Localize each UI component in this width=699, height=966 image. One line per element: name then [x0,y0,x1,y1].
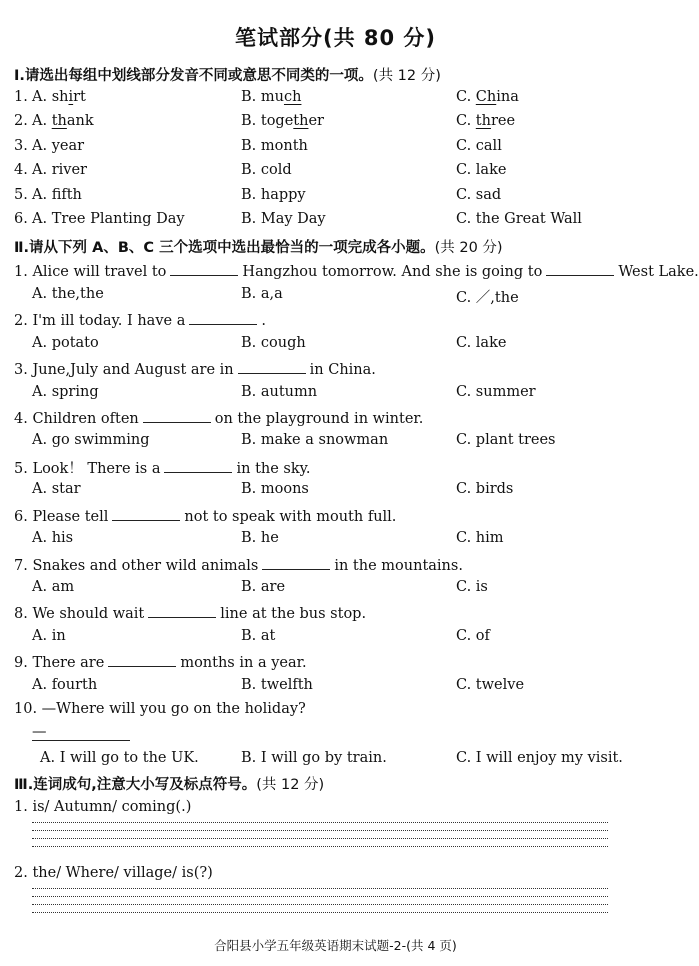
blank-line[interactable] [148,603,216,618]
section-1-points: (共 12 分) [372,68,441,84]
option-a[interactable] [32,138,84,154]
option-a[interactable]: A. am [32,579,75,595]
option-text: B. cold [241,162,292,178]
answer-line[interactable] [32,830,608,831]
option-text: rt [73,89,86,105]
option-text: C. lake [456,162,507,178]
item-number: 6. [14,211,28,227]
option-text: A. Tree Planting Day [32,211,185,227]
question-stem [14,701,306,717]
stem-text: in China. [309,362,376,378]
question-stem [14,652,307,671]
option-b[interactable] [241,89,301,105]
option-b[interactable] [241,113,324,129]
option-b[interactable]: B. are [241,579,286,595]
option-a[interactable]: A. go swimming [32,432,150,448]
answer-line[interactable] [32,912,608,913]
question-options [0,384,671,406]
option-c[interactable] [456,162,506,178]
option-c[interactable]: C. ／,the [456,290,519,306]
blank-line[interactable] [143,408,211,423]
option-text: ree [490,113,516,129]
blank-line[interactable] [112,506,180,521]
question-stem [14,603,366,622]
item-number: 3. [14,138,28,154]
stem-text: 10. —Where will you go on the holiday? [14,701,306,717]
question-options [0,579,671,601]
answer-line[interactable] [32,896,608,897]
option-c[interactable] [456,187,501,203]
option-text: C. [456,89,476,105]
option-c[interactable]: C. summer [456,384,536,400]
section-2-points: (共 20 分) [434,240,503,256]
vocab-item [0,138,671,160]
option-c[interactable]: C. lake [456,335,507,351]
question-options [0,481,671,503]
page-footer: 合阳县小学五年级英语期末试题-2-(共 4 页) [214,938,457,953]
option-b[interactable] [241,138,308,154]
section-3-points: (共 12 分) [256,777,325,793]
option-text: C. call [456,138,502,154]
option-a[interactable]: A. his [32,530,74,546]
reorder-question-2: 2. the/ Where/ village/ is(?) [14,865,213,881]
stem-text: . [261,313,266,329]
item-number: 1. [14,89,28,105]
option-text: A. sh [32,89,69,105]
vocab-item [0,113,671,135]
underlined-part: th [293,113,309,129]
option-b[interactable]: B. a,a [241,286,283,302]
stem-text: 9. There are [14,655,105,671]
option-text: C. sad [456,187,502,203]
stem-text: 5. Look！ There is a [14,461,161,477]
stem-text: 1. Alice will travel to [14,264,167,280]
question-options [0,628,671,650]
stem-text: 3. June,July and August are in [14,362,234,378]
option-text: B. happy [241,187,306,203]
option-text: A. fifth [32,187,82,203]
blank-line[interactable] [546,261,614,276]
option-text: B. mu [241,89,284,105]
stem-text: months in a year. [180,655,307,671]
option-text: A. [32,113,52,129]
section-2-heading [14,236,503,257]
option-c[interactable]: C. birds [456,481,514,497]
item-number: 4. [14,162,28,178]
option-b[interactable]: B. cough [241,335,306,351]
underlined-part: th [475,113,491,129]
option-b[interactable]: B. moons [241,481,309,497]
blank-line[interactable] [108,652,176,667]
option-c[interactable]: C. I will enjoy my visit. [456,750,623,766]
stem-text: West Lake. [618,264,699,280]
blank-line[interactable] [262,555,330,570]
underlined-part: i [68,89,74,105]
option-b[interactable]: B. at [241,628,276,644]
option-text: B. month [241,138,308,154]
option-c[interactable] [456,89,519,105]
question-options [0,750,671,772]
option-b[interactable]: B. autumn [241,384,318,400]
option-a[interactable] [32,187,82,203]
page-title: 笔试部分(共 80 分) [234,26,437,50]
option-a[interactable]: A. potato [32,335,99,351]
vocab-item [0,211,671,233]
option-c[interactable]: C. twelve [456,677,525,693]
question-options [0,530,671,552]
vocab-item [0,162,671,184]
question-stem [14,555,463,574]
option-b[interactable] [241,162,292,178]
stem-text: in the sky. [236,461,311,477]
option-a[interactable] [32,89,86,105]
underlined-part: Ch [475,89,497,105]
option-c[interactable] [456,138,502,154]
stem-text: Hangzhou tomorrow. And she is going to [242,264,543,280]
answer-line[interactable] [32,846,608,847]
stem-text: 8. We should wait [14,606,145,622]
answer-line[interactable] [32,904,608,905]
option-c[interactable]: C. him [456,530,504,546]
question-options [0,335,671,357]
option-b[interactable]: B. make a snowman [241,432,389,448]
option-b[interactable] [241,211,326,227]
vocab-item [0,89,671,111]
option-a[interactable] [32,211,185,227]
answer-line[interactable] [32,888,608,889]
option-a[interactable] [32,162,87,178]
question-options [0,677,671,699]
option-b[interactable]: B. I will go by train. [241,750,387,766]
option-a[interactable]: A. in [32,628,66,644]
option-c[interactable] [456,113,515,129]
stem-text: on the playground in winter. [214,411,424,427]
section-3-heading [14,773,324,794]
stem-text: 6. Please tell [14,509,109,525]
option-b[interactable]: B. twelfth [241,677,313,693]
section-1-title: Ⅰ.请选出每组中划线部分发音不同或意思不同类的一项。 [14,68,373,84]
option-b[interactable] [241,187,306,203]
option-a[interactable]: A. I will go to the UK. [40,750,199,766]
option-text: ina [496,89,519,105]
option-c[interactable]: C. of [456,628,490,644]
question-options [0,286,671,308]
option-b[interactable]: B. he [241,530,279,546]
option-text: C. the Great Wall [456,211,582,227]
option-text: A. year [32,138,85,154]
question-options [0,432,671,454]
question-stem [14,310,266,329]
stem-text: in the mountains. [334,558,463,574]
option-c[interactable]: C. plant trees [456,432,556,448]
stem-text: 2. I'm ill today. I have a [14,313,186,329]
blank-line[interactable] [170,261,238,276]
option-text: C. [456,113,476,129]
option-c[interactable]: C. is [456,579,488,595]
option-a[interactable] [32,113,94,129]
blank-line[interactable] [164,458,232,473]
question-stem [14,457,311,478]
vocab-item [0,187,671,209]
option-c[interactable] [456,211,582,227]
stem-text: not to speak with mouth full. [184,509,397,525]
option-text: er [308,113,324,129]
option-a[interactable]: A. star [32,481,81,497]
section-1-heading [14,64,441,85]
answer-blank[interactable] [32,740,130,741]
option-text: ank [66,113,94,129]
section-3-title: Ⅲ.连词成句,注意大小写及标点符号。 [14,777,257,793]
option-a[interactable]: A. the,the [32,286,104,302]
question-stem [14,261,699,280]
question-stem [14,359,376,378]
blank-line[interactable] [189,310,257,325]
item-number: 5. [14,187,28,203]
section-2-title: Ⅱ.请从下列 A、B、C 三个选项中选出最恰当的一项完成各小题。 [14,240,435,256]
option-text: B. toge [241,113,294,129]
blank-line[interactable] [238,359,306,374]
item-number: 2. [14,113,28,129]
option-text: A. river [32,162,87,178]
stem-text: 7. Snakes and other wild animals [14,558,259,574]
option-a[interactable]: A. fourth [32,677,98,693]
option-text: B. May Day [241,211,326,227]
question-stem [14,408,423,427]
answer-line[interactable] [32,838,608,839]
answer-line[interactable] [32,822,608,823]
dialogue-dash: — [32,724,47,740]
stem-text: 4. Children often [14,411,139,427]
reorder-question-1: 1. is/ Autumn/ coming(.) [14,799,192,815]
question-stem [14,506,396,525]
underlined-part: th [51,113,67,129]
underlined-part: ch [283,89,302,105]
option-a[interactable]: A. spring [32,384,99,400]
stem-text: line at the bus stop. [220,606,367,622]
